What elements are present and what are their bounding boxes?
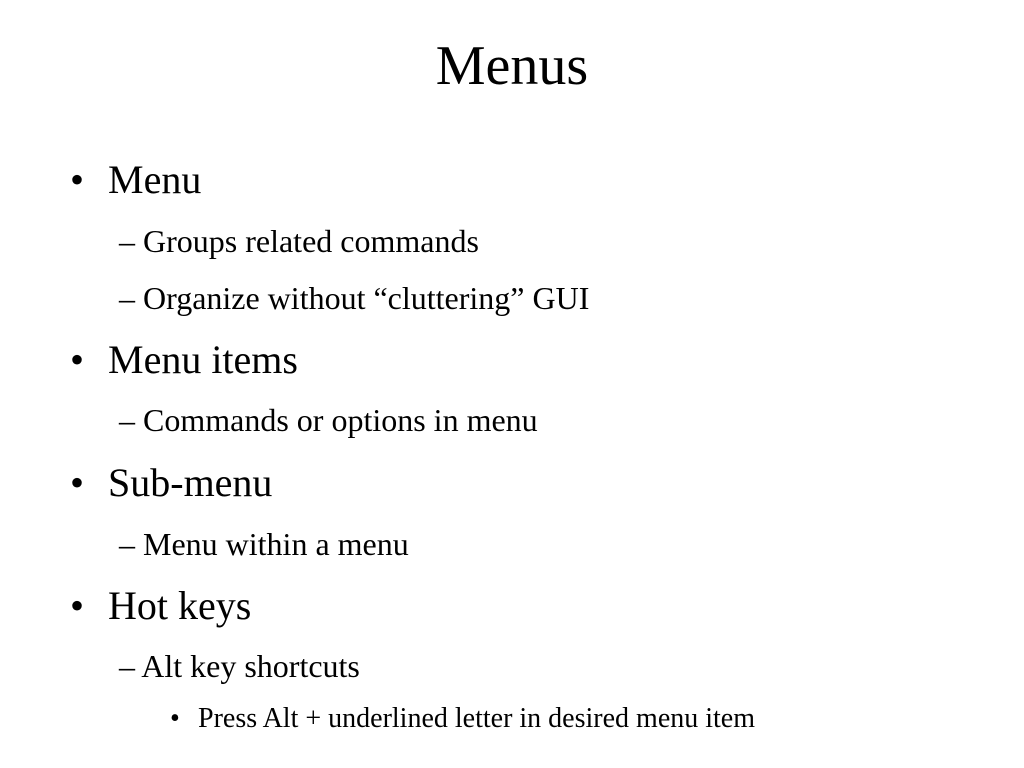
bullet-marker: • [70,157,85,202]
bullet-item [70,459,272,507]
slide-title: Menus [435,35,589,97]
sub-bullet-text: Organize without “cluttering” GUI [143,280,590,316]
sub-bullet-item [119,221,479,261]
sub-bullet-text: Menu within a menu [143,526,409,562]
bullet-text: Hot keys [108,583,252,628]
sub-bullet-item [119,646,360,686]
bullet-text: Sub-menu [108,460,273,505]
bullet-item [70,156,201,204]
bullet-text: Menu items [108,337,298,382]
sub-sub-bullet-item [170,702,755,736]
bullet-marker: • [70,583,85,628]
sub-bullet-item [119,278,589,318]
bullet-marker: • [70,337,85,382]
dash-marker: – [119,280,143,316]
sub-bullet-text: Commands or options in menu [143,402,538,438]
sub-bullet-text: Groups related commands [143,223,479,259]
bullet-marker: • [170,703,180,734]
bullet-marker: • [70,460,85,505]
sub-bullet-item [119,400,538,440]
dash-marker: – [119,223,143,259]
sub-sub-bullet-text: Press Alt + underlined letter in desired menu item [198,703,756,734]
bullet-item [70,336,298,384]
bullet-item [70,582,251,630]
sub-bullet-text: Alt key shortcuts [141,648,360,684]
sub-bullet-item [119,524,409,564]
dash-marker: – [119,648,142,684]
bullet-text: Menu [108,157,202,202]
dash-marker: – [119,526,143,562]
dash-marker: – [119,402,143,438]
